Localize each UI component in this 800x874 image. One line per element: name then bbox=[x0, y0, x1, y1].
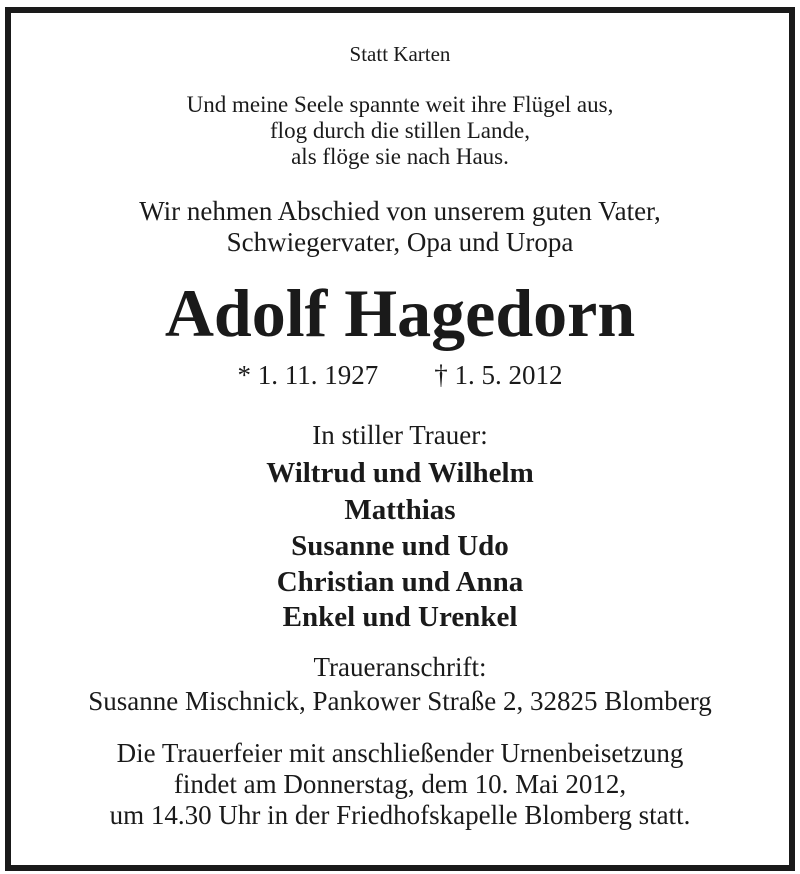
funeral-line-1: Die Trauerfeier mit anschließender Urnenbeisetzung bbox=[116, 738, 684, 768]
life-dates bbox=[0, 360, 800, 391]
mourner-3: Susanne und Udo bbox=[291, 530, 509, 562]
deceased-name: Adolf Hagedorn bbox=[164, 275, 636, 351]
mourning-heading: In stiller Trauer: bbox=[312, 420, 488, 450]
birth-date: * 1. 11. 1927 bbox=[237, 360, 379, 390]
statt-karten: Statt Karten bbox=[349, 42, 451, 66]
verse-line-2: flog durch die stillen Lande, bbox=[270, 118, 530, 143]
address-text: Susanne Mischnick, Pankower Straße 2, 32825 Blomberg bbox=[88, 686, 712, 716]
mourner-4: Christian und Anna bbox=[276, 566, 524, 598]
funeral-line-2: findet am Donnerstag, dem 10. Mai 2012, bbox=[173, 769, 627, 799]
intro-line-2: Schwiegervater, Opa und Uropa bbox=[226, 227, 574, 257]
death-date: † 1. 5. 2012 bbox=[434, 360, 563, 390]
mourner-1: Wiltrud und Wilhelm bbox=[266, 457, 534, 489]
intro-line-1: Wir nehmen Abschied von unserem guten Vater, bbox=[139, 196, 661, 226]
mourner-2: Matthias bbox=[344, 494, 456, 526]
verse-line-1: Und meine Seele spannte weit ihre Flügel aus, bbox=[186, 92, 614, 117]
verse-line-3: als flöge sie nach Haus. bbox=[291, 144, 509, 169]
funeral-line-3: um 14.30 Uhr in der Friedhofskapelle Blomberg statt. bbox=[109, 800, 691, 830]
mourner-5: Enkel und Urenkel bbox=[282, 601, 518, 633]
address-label: Traueranschrift: bbox=[313, 652, 487, 682]
